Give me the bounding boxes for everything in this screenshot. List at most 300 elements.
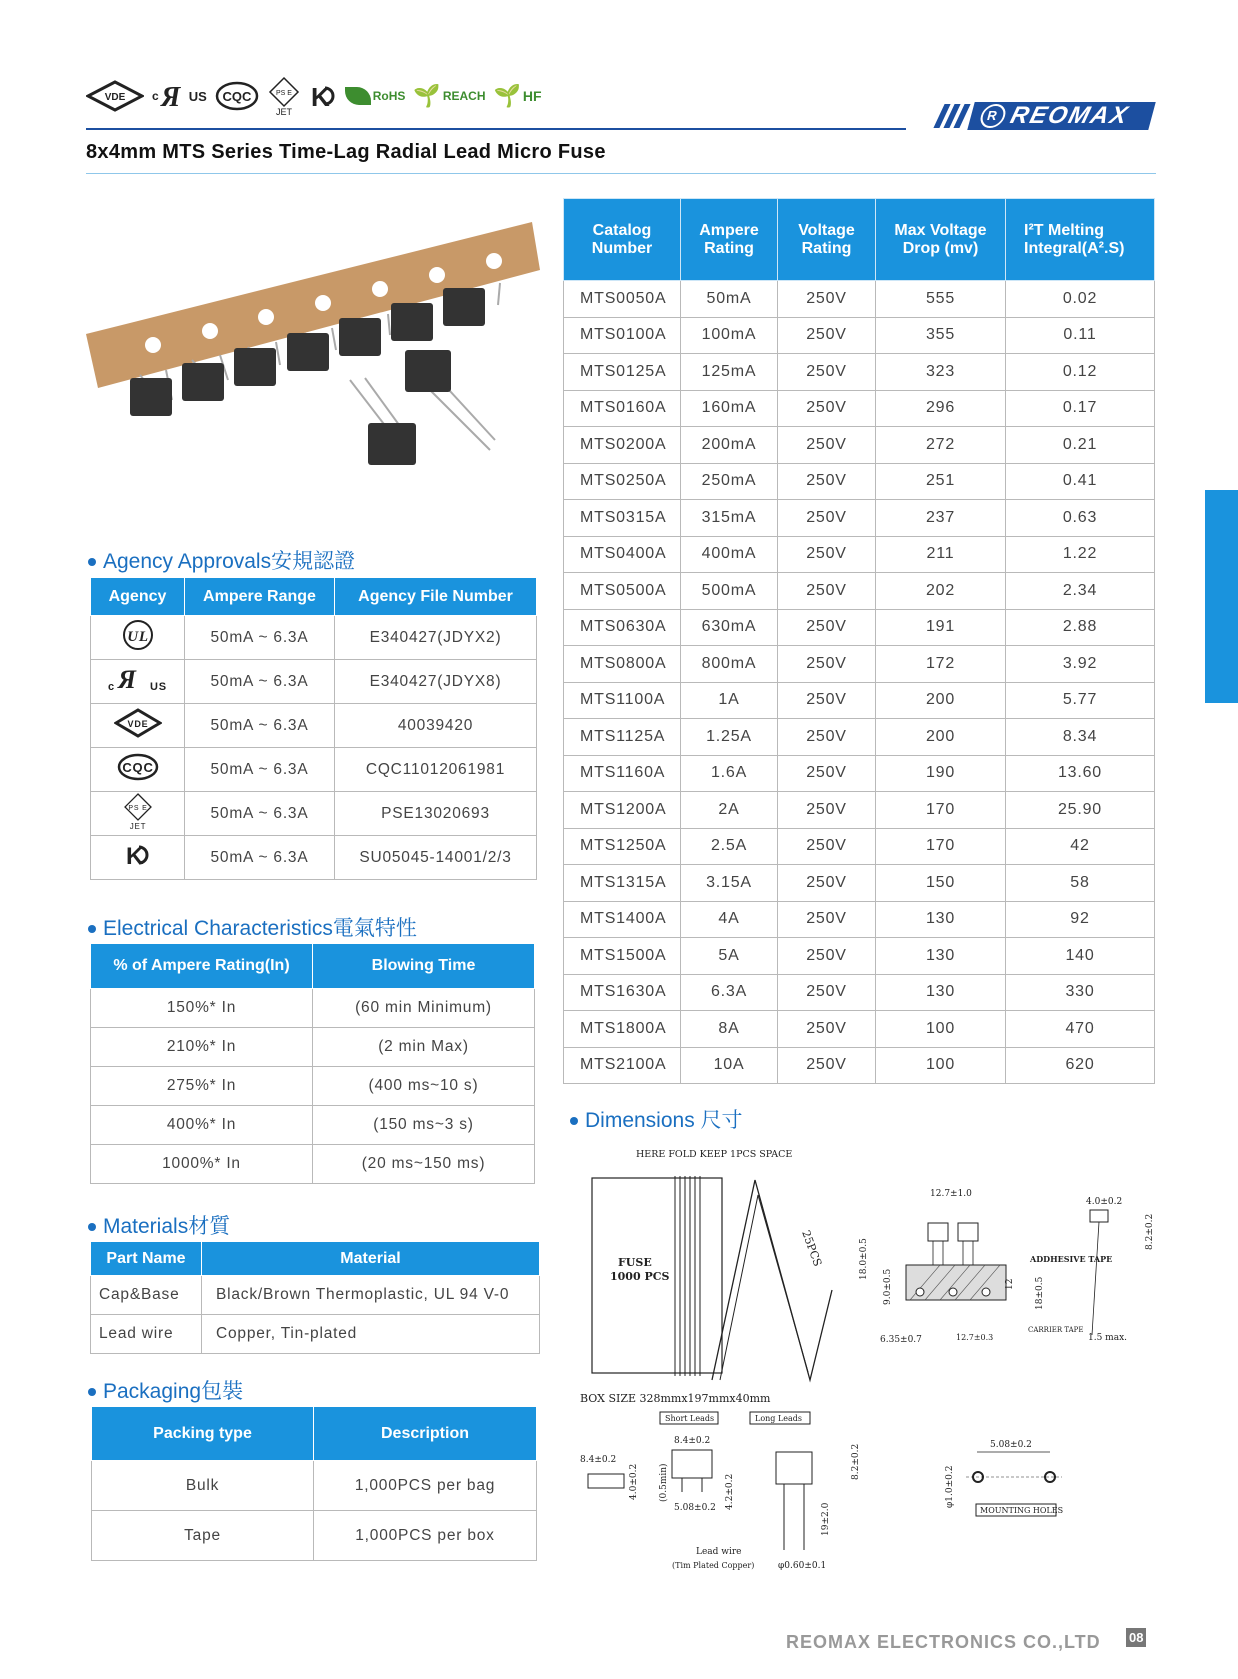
voltage-drop: 190 xyxy=(876,755,1006,792)
leadwire2-label: (Tim Plated Copper) xyxy=(672,1561,755,1570)
box-strips xyxy=(675,1176,700,1376)
melting-integral: 42 xyxy=(1006,828,1155,865)
catalog-number: MTS1125A xyxy=(564,719,681,756)
electrical-table xyxy=(90,943,535,1184)
voltage-drop: 272 xyxy=(876,427,1006,464)
voltage-rating: 250V xyxy=(778,1011,876,1048)
dim-508b: 5.08±0.2 xyxy=(990,1440,1032,1450)
catalog-number: MTS1100A xyxy=(564,682,681,719)
agency-header-row xyxy=(91,578,537,616)
voltage-drop: 170 xyxy=(876,792,1006,829)
plant-icon: 🌱 xyxy=(493,83,521,108)
ampere-rating: 50mA xyxy=(681,281,778,318)
materials-row xyxy=(91,1315,540,1354)
packing-description: 1,000PCS per bag xyxy=(314,1461,537,1511)
voltage-rating: 250V xyxy=(778,500,876,537)
voltage-drop: 130 xyxy=(876,938,1006,975)
melting-integral: 0.21 xyxy=(1006,427,1155,464)
pse-logo-icon xyxy=(267,76,301,116)
voltage-rating: 250V xyxy=(778,463,876,500)
tape-pitch-label: 12.7±1.0 xyxy=(930,1189,972,1199)
svg-text:US: US xyxy=(149,681,167,693)
catalog-row xyxy=(564,463,1155,500)
electrical-header-row xyxy=(91,944,535,989)
brand-logo xyxy=(939,102,1152,130)
voltage-rating: 250V xyxy=(778,317,876,354)
hf-badge xyxy=(494,83,542,109)
agency-file-number: SU05045-14001/2/3 xyxy=(335,836,537,880)
ampere-rating: 6.3A xyxy=(681,974,778,1011)
product-photo xyxy=(80,200,540,510)
catalog-header: Ampere Rating xyxy=(681,199,778,281)
packaging-header-row xyxy=(92,1407,537,1461)
plant-icon: 🌱 xyxy=(413,83,441,108)
catalog-number: MTS0050A xyxy=(564,281,681,318)
packing-type: Tape xyxy=(92,1511,314,1561)
dimensions-heading xyxy=(570,1104,743,1134)
short-fuse-body xyxy=(672,1450,712,1478)
voltage-rating: 250V xyxy=(778,719,876,756)
agency-heading xyxy=(88,545,355,575)
melting-integral: 0.02 xyxy=(1006,281,1155,318)
melting-integral: 3.92 xyxy=(1006,646,1155,683)
dim-84b: 8.4±0.2 xyxy=(580,1455,617,1465)
svg-text:PS E: PS E xyxy=(127,805,148,812)
blowing-time: (2 min Max) xyxy=(313,1028,535,1067)
melting-integral: 0.17 xyxy=(1006,390,1155,427)
agency-file-number: CQC11012061981 xyxy=(335,748,537,792)
electrical-header: % of Ampere Rating(In) xyxy=(91,944,313,989)
ampere-percent: 210%* In xyxy=(91,1028,313,1067)
materials-row xyxy=(91,1276,540,1315)
voltage-rating: 250V xyxy=(778,792,876,829)
tape-hole xyxy=(916,1288,924,1296)
dim-84a: 8.4±0.2 xyxy=(674,1436,711,1446)
voltage-rating: 250V xyxy=(778,828,876,865)
ampere-percent: 1000%* In xyxy=(91,1145,313,1184)
offset1-label: 6.35±0.7 xyxy=(880,1335,922,1345)
materials-table xyxy=(90,1241,540,1354)
voltage-drop: 200 xyxy=(876,719,1006,756)
catalog-number: MTS1250A xyxy=(564,828,681,865)
voltage-drop: 130 xyxy=(876,901,1006,938)
ampere-range: 50mA ~ 6.3A xyxy=(185,748,335,792)
catalog-row xyxy=(564,865,1155,902)
electrical-header: Blowing Time xyxy=(313,944,535,989)
voltage-drop: 202 xyxy=(876,573,1006,610)
catalog-number: MTS0500A xyxy=(564,573,681,610)
ampere-rating: 630mA xyxy=(681,609,778,646)
ampere-range: 50mA ~ 6.3A xyxy=(185,660,335,704)
catalog-row xyxy=(564,901,1155,938)
svg-text:Я: Я xyxy=(160,82,180,110)
pse-icon xyxy=(91,792,185,836)
catalog-row xyxy=(564,792,1155,829)
catalog-row xyxy=(564,682,1155,719)
voltage-drop: 130 xyxy=(876,974,1006,1011)
electrical-heading-text: Electrical Characteristics電氣特性 xyxy=(103,917,417,940)
electrical-row xyxy=(91,1145,535,1184)
voltage-rating: 250V xyxy=(778,974,876,1011)
ampere-rating: 3.15A xyxy=(681,865,778,902)
catalog-row xyxy=(564,646,1155,683)
side-lead xyxy=(1092,1222,1099,1335)
voltage-drop: 172 xyxy=(876,646,1006,683)
title-rule xyxy=(86,173,1156,174)
agency-row xyxy=(91,704,537,748)
brand-mark-icon: R xyxy=(977,104,1007,128)
svg-text:Я: Я xyxy=(117,665,137,694)
electrical-row xyxy=(91,1106,535,1145)
packing-description: 1,000PCS per box xyxy=(314,1511,537,1561)
materials-header-row xyxy=(91,1242,540,1276)
cqc-icon xyxy=(91,748,185,792)
certification-logos xyxy=(86,76,542,116)
catalog-number: MTS1800A xyxy=(564,1011,681,1048)
header-rule xyxy=(86,128,906,130)
catalog-number: MTS1315A xyxy=(564,865,681,902)
cul-c-text: c xyxy=(152,89,159,103)
ampere-rating: 200mA xyxy=(681,427,778,464)
voltage-drop: 296 xyxy=(876,390,1006,427)
packing-type: Bulk xyxy=(92,1461,314,1511)
box-label-pcs: 1000 PCS xyxy=(610,1270,670,1283)
electrical-row xyxy=(91,1028,535,1067)
voltage-drop: 237 xyxy=(876,500,1006,537)
ul-icon xyxy=(91,616,185,660)
ampere-percent: 400%* In xyxy=(91,1106,313,1145)
melting-integral: 25.90 xyxy=(1006,792,1155,829)
voltage-rating: 250V xyxy=(778,354,876,391)
ampere-rating: 100mA xyxy=(681,317,778,354)
ampere-rating: 1A xyxy=(681,682,778,719)
agency-file-number: PSE13020693 xyxy=(335,792,537,836)
melting-integral: 13.60 xyxy=(1006,755,1155,792)
zigzag-tape-inner xyxy=(720,1195,808,1380)
packaging-header: Description xyxy=(314,1407,537,1461)
agency-row xyxy=(91,616,537,660)
cul-us-logo xyxy=(152,82,207,110)
ampere-percent: 150%* In xyxy=(91,989,313,1028)
bullet-icon xyxy=(570,1117,578,1125)
tape-h1-label: 18.0±0.5 xyxy=(859,1238,869,1280)
catalog-number: MTS0800A xyxy=(564,646,681,683)
tape-lead-label: 8.2±0.2 xyxy=(1145,1213,1155,1250)
melting-integral: 2.88 xyxy=(1006,609,1155,646)
voltage-drop: 100 xyxy=(876,1011,1006,1048)
catalog-number: MTS0630A xyxy=(564,609,681,646)
voltage-drop: 211 xyxy=(876,536,1006,573)
long-leads-label: Long Leads xyxy=(755,1414,802,1423)
svg-text:JET: JET xyxy=(129,822,146,830)
svg-text:CQC: CQC xyxy=(222,89,252,104)
voltage-rating: 250V xyxy=(778,390,876,427)
side-fuse xyxy=(1090,1210,1108,1222)
catalog-row xyxy=(564,828,1155,865)
kc-logo-icon xyxy=(309,80,337,112)
voltage-rating: 250V xyxy=(778,573,876,610)
voltage-rating: 250V xyxy=(778,281,876,318)
dim-40: 4.0±0.2 xyxy=(629,1463,639,1500)
tape-leads xyxy=(933,1241,973,1265)
ur-mark-icon xyxy=(159,82,189,110)
tape-hole xyxy=(982,1288,990,1296)
catalog-row xyxy=(564,938,1155,975)
ampere-range: 50mA ~ 6.3A xyxy=(185,836,335,880)
ampere-rating: 1.6A xyxy=(681,755,778,792)
catalog-row xyxy=(564,390,1155,427)
catalog-row xyxy=(564,974,1155,1011)
voltage-rating: 250V xyxy=(778,1047,876,1084)
hf-text: HF xyxy=(522,88,542,104)
fuse-top-view xyxy=(588,1474,624,1488)
leadwire-label: Lead wire xyxy=(696,1547,742,1557)
page-title: 8x4mm MTS Series Time-Lag Radial Lead Micro Fuse xyxy=(86,141,606,163)
cqc-logo-icon xyxy=(215,81,259,111)
brand-name: REOMAX xyxy=(1007,102,1132,129)
vde-logo-icon xyxy=(86,80,144,112)
melting-integral: 0.63 xyxy=(1006,500,1155,537)
packaging-row xyxy=(92,1511,537,1561)
tape-hole xyxy=(949,1288,957,1296)
ampere-rating: 500mA xyxy=(681,573,778,610)
melting-integral: 8.34 xyxy=(1006,719,1155,756)
agency-file-number: 40039420 xyxy=(335,704,537,748)
agency-table xyxy=(90,577,537,880)
dim-19: 19±2.0 xyxy=(821,1502,831,1536)
catalog-row xyxy=(564,573,1155,610)
agency-row xyxy=(91,660,537,704)
packaging-header: Packing type xyxy=(92,1407,314,1461)
short-leads-label: Short Leads xyxy=(665,1414,715,1423)
ampere-rating: 1.25A xyxy=(681,719,778,756)
vde-icon xyxy=(91,704,185,748)
melting-integral: 0.41 xyxy=(1006,463,1155,500)
dim-05: (0.5min) xyxy=(659,1463,669,1502)
kc-icon xyxy=(91,836,185,880)
ampere-rating: 4A xyxy=(681,901,778,938)
ampere-rating: 2A xyxy=(681,792,778,829)
blowing-time: (400 ms~10 s) xyxy=(313,1067,535,1106)
svg-text:VDE: VDE xyxy=(127,719,148,729)
packaging-heading-text: Packaging包裝 xyxy=(103,1380,244,1403)
catalog-row xyxy=(564,317,1155,354)
melting-integral: 330 xyxy=(1006,974,1155,1011)
voltage-rating: 250V xyxy=(778,427,876,464)
svg-text:c: c xyxy=(107,681,115,693)
electrical-row xyxy=(91,1067,535,1106)
ampere-rating: 160mA xyxy=(681,390,778,427)
dimensions-heading-text: Dimensions 尺寸 xyxy=(585,1109,743,1132)
voltage-rating: 250V xyxy=(778,755,876,792)
catalog-row xyxy=(564,755,1155,792)
voltage-drop: 191 xyxy=(876,609,1006,646)
box-label-fuse: FUSE xyxy=(618,1256,652,1269)
materials-heading xyxy=(88,1210,230,1240)
melting-integral: 470 xyxy=(1006,1011,1155,1048)
svg-text:K: K xyxy=(310,82,330,112)
offset2-label: 12.7±0.3 xyxy=(956,1333,994,1342)
melting-integral: 5.77 xyxy=(1006,682,1155,719)
brand-stripes xyxy=(939,104,965,128)
long-fuse-body xyxy=(776,1452,812,1484)
ampere-range: 50mA ~ 6.3A xyxy=(185,704,335,748)
dim-06: φ0.60±0.1 xyxy=(778,1561,827,1571)
reach-badge xyxy=(413,83,485,109)
svg-text:VDE: VDE xyxy=(104,92,126,103)
ampere-rating: 10A xyxy=(681,1047,778,1084)
page-number: 08 xyxy=(1126,1628,1146,1647)
dim-phi1: φ1.0±0.2 xyxy=(945,1465,955,1508)
tape-fuse-1 xyxy=(928,1223,948,1241)
catalog-number: MTS0125A xyxy=(564,354,681,391)
catalog-row xyxy=(564,719,1155,756)
voltage-drop: 251 xyxy=(876,463,1006,500)
tape-h2-label: 9.0±0.5 xyxy=(883,1268,893,1305)
svg-text:CQC: CQC xyxy=(121,760,154,775)
dim-82: 8.2±0.2 xyxy=(851,1443,861,1480)
packaging-table xyxy=(91,1406,537,1561)
ampere-rating: 125mA xyxy=(681,354,778,391)
bullet-icon xyxy=(88,925,96,933)
agency-header: Ampere Range xyxy=(185,578,335,616)
catalog-number: MTS0200A xyxy=(564,427,681,464)
dim-508a: 5.08±0.2 xyxy=(674,1503,716,1513)
voltage-rating: 250V xyxy=(778,938,876,975)
melting-integral: 0.11 xyxy=(1006,317,1155,354)
voltage-drop: 170 xyxy=(876,828,1006,865)
material: Black/Brown Thermoplastic, UL 94 V-0 xyxy=(202,1276,540,1315)
catalog-table xyxy=(563,198,1155,1084)
agency-row xyxy=(91,836,537,880)
catalog-number: MTS1400A xyxy=(564,901,681,938)
rohs-badge xyxy=(345,87,406,105)
ampere-rating: 800mA xyxy=(681,646,778,683)
catalog-row xyxy=(564,500,1155,537)
bullet-icon xyxy=(88,1388,96,1396)
ampere-rating: 8A xyxy=(681,1011,778,1048)
catalog-row xyxy=(564,354,1155,391)
ampere-percent: 275%* In xyxy=(91,1067,313,1106)
tape-h3-label: 12 xyxy=(1005,1278,1015,1290)
tape-width-label: 4.0±0.2 xyxy=(1086,1197,1123,1207)
catalog-number: MTS1630A xyxy=(564,974,681,1011)
blowing-time: (60 min Minimum) xyxy=(313,989,535,1028)
voltage-drop: 100 xyxy=(876,1047,1006,1084)
catalog-row xyxy=(564,1011,1155,1048)
tape-fuse-2 xyxy=(958,1223,978,1241)
zigzag-tape xyxy=(712,1180,832,1380)
ampere-rating: 5A xyxy=(681,938,778,975)
materials-header: Material xyxy=(202,1242,540,1276)
catalog-number: MTS0315A xyxy=(564,500,681,537)
materials-header: Part Name xyxy=(91,1242,202,1276)
catalog-row xyxy=(564,1047,1155,1084)
svg-text:K: K xyxy=(125,843,144,870)
materials-heading-text: Materials材質 xyxy=(103,1215,231,1238)
side-tab xyxy=(1205,490,1238,703)
ampere-rating: 2.5A xyxy=(681,828,778,865)
melting-integral: 1.22 xyxy=(1006,536,1155,573)
voltage-drop: 555 xyxy=(876,281,1006,318)
voltage-drop: 323 xyxy=(876,354,1006,391)
catalog-row xyxy=(564,427,1155,464)
ampere-rating: 250mA xyxy=(681,463,778,500)
ampere-range: 50mA ~ 6.3A xyxy=(185,616,335,660)
reach-text: REACH xyxy=(442,89,486,103)
ampere-rating: 315mA xyxy=(681,500,778,537)
part-name: Cap&Base xyxy=(91,1276,202,1315)
catalog-header: Max Voltage Drop (mv) xyxy=(876,199,1006,281)
bullet-icon xyxy=(88,558,96,566)
catalog-row xyxy=(564,281,1155,318)
agency-header: Agency xyxy=(91,578,185,616)
cul-us-text: US xyxy=(188,88,207,104)
catalog-number: MTS1500A xyxy=(564,938,681,975)
voltage-drop: 150 xyxy=(876,865,1006,902)
voltage-rating: 250V xyxy=(778,536,876,573)
agency-header: Agency File Number xyxy=(335,578,537,616)
melting-integral: 0.12 xyxy=(1006,354,1155,391)
catalog-header-row xyxy=(564,199,1155,281)
dimensions-drawing xyxy=(570,1140,1190,1580)
voltage-drop: 355 xyxy=(876,317,1006,354)
agency-file-number: E340427(JDYX2) xyxy=(335,616,537,660)
footer-company: REOMAX ELECTRONICS CO.,LTD xyxy=(786,1632,1101,1652)
brand-box xyxy=(967,102,1156,130)
catalog-number: MTS0400A xyxy=(564,536,681,573)
material: Copper, Tin-plated xyxy=(202,1315,540,1354)
cul-us-icon xyxy=(91,660,185,704)
packaging-heading xyxy=(88,1375,243,1405)
catalog-number: MTS2100A xyxy=(564,1047,681,1084)
melting-integral: 140 xyxy=(1006,938,1155,975)
catalog-row xyxy=(564,536,1155,573)
blowing-time: (150 ms~3 s) xyxy=(313,1106,535,1145)
melting-integral: 2.34 xyxy=(1006,573,1155,610)
mounting-label: MOUNTING HOLES xyxy=(980,1506,1064,1515)
max-label: 1.5 max. xyxy=(1088,1333,1128,1343)
bullet-icon xyxy=(88,1223,96,1231)
catalog-header: I²T Melting Integral(A².S) xyxy=(1006,199,1155,281)
catalog-number: MTS1200A xyxy=(564,792,681,829)
agency-heading-text: Agency Approvals安規認證 xyxy=(103,550,356,573)
voltage-rating: 250V xyxy=(778,865,876,902)
pcs-label: 25PCS xyxy=(799,1228,825,1269)
leaf-icon xyxy=(345,87,371,105)
catalog-number: MTS0100A xyxy=(564,317,681,354)
catalog-header: Catalog Number xyxy=(564,199,681,281)
ampere-range: 50mA ~ 6.3A xyxy=(185,792,335,836)
voltage-drop: 200 xyxy=(876,682,1006,719)
ampere-rating: 400mA xyxy=(681,536,778,573)
box-size-label: BOX SIZE 328mmx197mmx40mm xyxy=(580,1392,771,1405)
voltage-rating: 250V xyxy=(778,646,876,683)
adhesive-label: ADDHESIVE TAPE xyxy=(1030,1254,1113,1264)
melting-integral: 92 xyxy=(1006,901,1155,938)
agency-row xyxy=(91,792,537,836)
catalog-number: MTS1160A xyxy=(564,755,681,792)
catalog-number: MTS0160A xyxy=(564,390,681,427)
packaging-row xyxy=(92,1461,537,1511)
electrical-row xyxy=(91,989,535,1028)
blowing-time: (20 ms~150 ms) xyxy=(313,1145,535,1184)
catalog-header: Voltage Rating xyxy=(778,199,876,281)
fold-label: HERE FOLD KEEP 1PCS SPACE xyxy=(636,1149,793,1160)
dim-42: 4.2±0.2 xyxy=(725,1473,735,1510)
voltage-rating: 250V xyxy=(778,682,876,719)
agency-file-number: E340427(JDYX8) xyxy=(335,660,537,704)
